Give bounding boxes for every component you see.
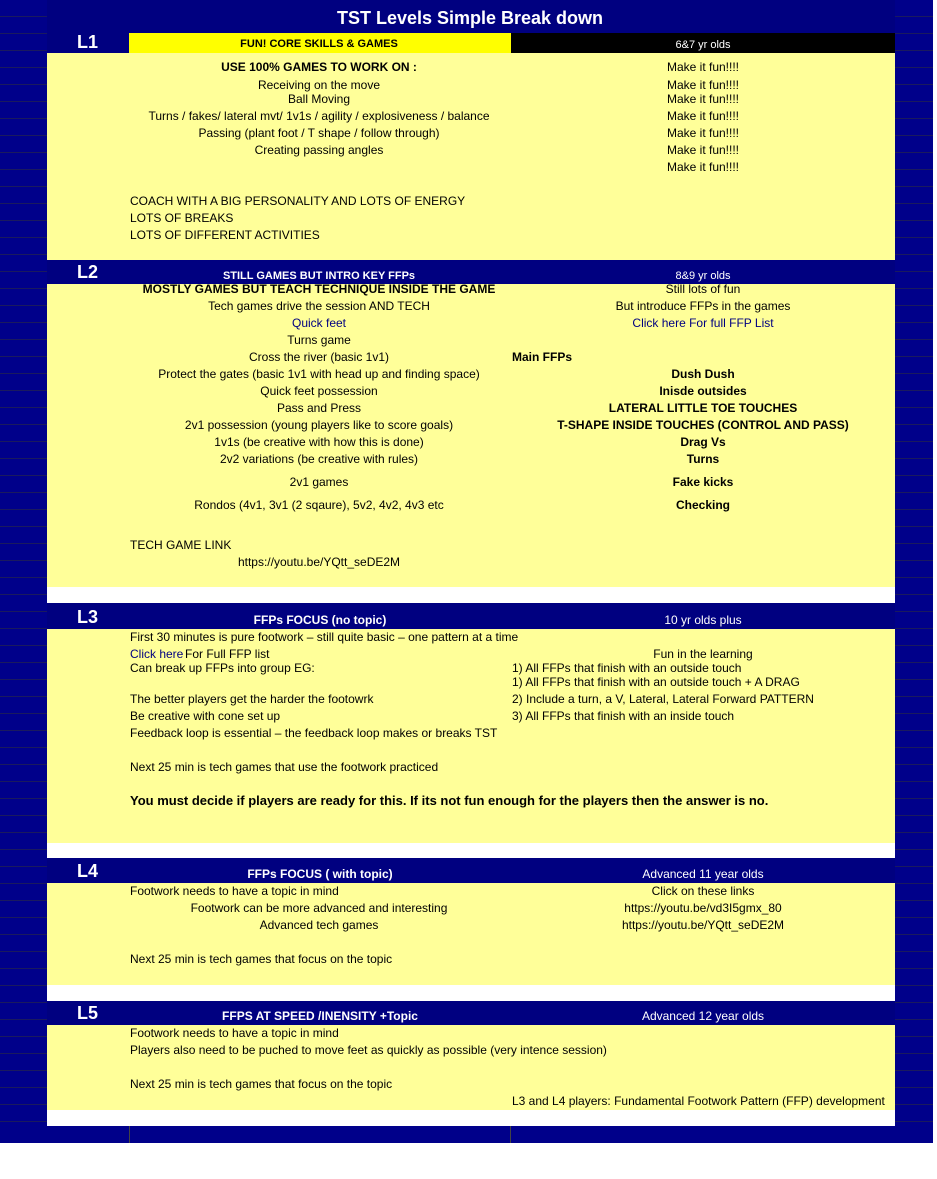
l1-fun: Make it fun!!!! <box>666 78 740 92</box>
l2-item: 2v1 games <box>289 475 349 489</box>
l3-line: Be creative with cone set up <box>130 709 281 723</box>
l4-level-label: L4 <box>77 861 99 881</box>
l3-line: For Full FFP list <box>185 647 270 661</box>
bottom-band <box>0 1126 933 1143</box>
l2-header-text: STILL GAMES BUT INTRO KEY FFPs <box>222 270 416 282</box>
l2-item: Quick feet possession <box>260 384 378 398</box>
l4-line: Footwork needs to have a topic in mind <box>130 884 339 898</box>
l3-line: The better players get the harder the footowrk <box>130 692 374 706</box>
l2-item: Tech games drive the session AND TECH <box>208 299 430 313</box>
l4-line: Next 25 min is tech games that focus on the topic <box>130 952 393 966</box>
l1-fun: Make it fun!!!! <box>666 160 740 174</box>
l5-header-text: FFPS AT SPEED /INENSITY +Topic <box>222 1009 418 1023</box>
l1-fun: Make it fun!!!! <box>666 60 740 74</box>
l1-note: LOTS OF BREAKS <box>130 211 234 225</box>
l2-ffp: Turns <box>686 452 720 466</box>
l2-item: Rondos (4v1, 3v1 (2 sqaure), 5v2, 4v2, 4v3 etc <box>194 498 444 512</box>
l4-links-label: Click on these links <box>651 884 755 898</box>
l2-ffp: Fake kicks <box>672 475 734 489</box>
l1-header-text: FUN! CORE SKILLS & GAMES <box>240 38 398 50</box>
l1-item: Creating passing angles <box>254 143 384 157</box>
l2-age-text: 8&9 yr olds <box>675 270 731 282</box>
l4-video-link[interactable]: https://youtu.be/vd3I5gmx_80 <box>624 901 782 915</box>
l1-note: LOTS OF DIFFERENT ACTIVITIES <box>130 228 320 242</box>
l1-fun: Make it fun!!!! <box>666 126 740 140</box>
l2-item: 2v1 possession (young players like to score goals) <box>184 418 454 432</box>
l3-ffp-list-link[interactable]: Click here <box>130 647 184 661</box>
l3-group: 1) All FFPs that finish with an outside touch <box>512 661 742 675</box>
l3-line: Can break up FFPs into group EG: <box>130 661 315 675</box>
l2-ffp: Dush Dush <box>671 367 735 381</box>
l5-line: Players also need to be puched to move feet as quickly as possible (very intence session) <box>130 1043 607 1057</box>
l3-header-text: FFPs FOCUS (no topic) <box>253 613 387 627</box>
l2-item: 1v1s (be creative with how this is done) <box>214 435 424 449</box>
l1-age-text: 6&7 yr olds <box>675 39 731 51</box>
l4-age-text: Advanced 11 year olds <box>642 867 764 881</box>
l5-line: Next 25 min is tech games that focus on the topic <box>130 1077 393 1091</box>
l2-item: 2v2 variations (be creative with rules) <box>219 452 419 466</box>
l2-level-label: L2 <box>77 262 99 282</box>
l2-right: But introduce FFPs in the games <box>615 299 791 313</box>
l3-age-text: 10 yr olds plus <box>664 613 742 627</box>
l1-item: Passing (plant foot / T shape / follow through) <box>198 126 440 140</box>
l3-line: Feedback loop is essential – the feedback loop makes or breaks TST <box>130 726 498 740</box>
l3-level-label: L3 <box>77 607 99 627</box>
l1-level-label: L1 <box>77 32 99 52</box>
l3-line: Next 25 min is tech games that use the footwork practiced <box>130 760 439 774</box>
l1-item: Turns / fakes/ lateral mvt/ 1v1s / agility / explosiveness / balance <box>148 109 490 123</box>
l5-age-text: Advanced 12 year olds <box>641 1009 765 1023</box>
l2-item: Turns game <box>287 333 351 347</box>
l5-level-label: L5 <box>77 1003 99 1023</box>
l2-ffp: Drag Vs <box>680 435 726 449</box>
l5-line: Footwork needs to have a topic in mind <box>130 1026 339 1040</box>
l3-decide: You must decide if players are ready for this. If its not fun enough for the players then the answer is no. <box>130 793 769 808</box>
l1-note: COACH WITH A BIG PERSONALITY AND LOTS OF ENERGY <box>130 194 466 208</box>
l3-header-band <box>47 603 895 629</box>
l2-header-band <box>47 260 895 284</box>
l2-item: Pass and Press <box>276 401 362 415</box>
l3-fun: Fun in the learning <box>653 647 753 661</box>
l3-group: 3) All FFPs that finish with an inside touch <box>512 709 735 723</box>
l2-ffp: T-SHAPE INSIDE TOUCHES (CONTROL AND PASS) <box>557 418 849 432</box>
right-margin-cells <box>895 0 933 1143</box>
l3-line: First 30 minutes is pure footwork – still quite basic – one pattern at a time <box>130 630 519 644</box>
l1-work-on: USE 100% GAMES TO WORK ON : <box>221 60 417 74</box>
l2-item: Cross the river (basic 1v1) <box>248 350 390 364</box>
page-title: TST Levels Simple Break down <box>336 8 604 28</box>
l2-right: Still lots of fun <box>665 282 741 296</box>
l4-header-text: FFPs FOCUS ( with topic) <box>247 867 393 881</box>
l4-line: Footwork can be more advanced and interesting <box>190 901 448 915</box>
l3-group: 1) All FFPs that finish with an outside touch + A DRAG <box>512 675 800 689</box>
l1-item: Receiving on the move <box>257 78 381 92</box>
left-margin-cells <box>0 0 47 1143</box>
grid-line <box>129 1126 130 1143</box>
l4-line: Advanced tech games <box>259 918 379 932</box>
l1-item: Ball Moving <box>287 92 351 106</box>
l2-ffp-list-link[interactable]: Click here For full FFP List <box>632 316 774 330</box>
l2-item: MOSTLY GAMES BUT TEACH TECHNIQUE INSIDE THE GAME <box>142 282 496 296</box>
l2-tech-game-link[interactable]: https://youtu.be/YQtt_seDE2M <box>237 555 401 569</box>
grid-line <box>510 1126 511 1143</box>
l2-ffp: Inisde outsides <box>659 384 747 398</box>
l1-fun: Make it fun!!!! <box>666 143 740 157</box>
l2-ffp: LATERAL LITTLE TOE TOUCHES <box>608 401 798 415</box>
l2-item: Protect the gates (basic 1v1 with head up and finding space) <box>158 367 480 381</box>
l3-group: 2) Include a turn, a V, Lateral, Lateral Forward PATTERN <box>512 692 814 706</box>
l2-link-label: TECH GAME LINK <box>130 538 232 552</box>
l1-fun: Make it fun!!!! <box>666 109 740 123</box>
l2-ffp: Checking <box>675 498 731 512</box>
l4-header-band <box>47 858 895 883</box>
l4-video-link[interactable]: https://youtu.be/YQtt_seDE2M <box>621 918 785 932</box>
l5-footer: L3 and L4 players: Fundamental Footwork Pattern (FFP) development <box>512 1094 885 1108</box>
l2-quick-feet-link[interactable]: Quick feet <box>291 316 347 330</box>
l5-header-band <box>47 1001 895 1025</box>
l2-main-ffps-label: Main FFPs <box>512 350 573 364</box>
l1-fun: Make it fun!!!! <box>666 92 740 106</box>
